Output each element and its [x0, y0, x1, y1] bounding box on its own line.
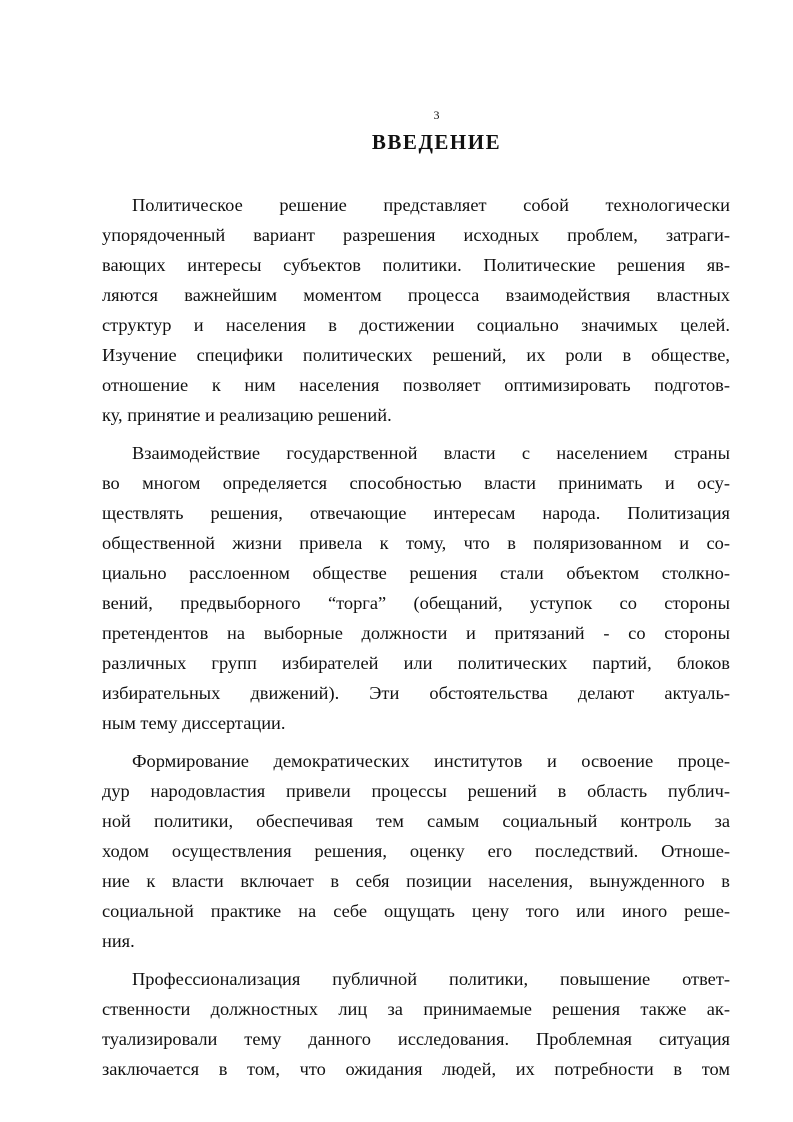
text-line: туализировали тему данного исследования. Проблемная ситуация	[102, 1029, 730, 1049]
text-line: ным тему диссертации.	[102, 713, 286, 733]
text-line: Взаимодействие государственной власти с населением страны	[132, 443, 730, 463]
text-line: отношение к ним населения позволяет оптимизировать подготов-	[102, 375, 730, 395]
text-line: ния.	[102, 931, 135, 951]
text-line: претендентов на выборные должности и притязаний - со стороны	[102, 623, 730, 643]
text-line: упорядоченный вариант разрешения исходных проблем, затраги-	[102, 225, 730, 245]
text-line: вений, предвыборного “торга” (обещаний, уступок со стороны	[102, 593, 730, 613]
text-line: Формирование демократических институтов и освоение проце-	[132, 751, 730, 771]
text-line: избирательных движений). Эти обстоятельства делают актуаль-	[102, 683, 730, 703]
page-number: 3	[433, 108, 440, 122]
page-title: ВВЕДЕНИЕ	[371, 130, 502, 154]
text-line: различных групп избирателей или политических партий, блоков	[102, 653, 730, 673]
text-line: Политическое решение представляет собой технологически	[132, 195, 730, 215]
text-line: ной политики, обеспечивая тем самым социальный контроль за	[102, 811, 730, 831]
text-line: дур народовластия привели процессы решений в область публич-	[102, 781, 730, 801]
text-line: заключается в том, что ожидания людей, их потребности в том	[102, 1059, 730, 1079]
body-text	[102, 190, 730, 1084]
text-line: ществлять решения, отвечающие интересам народа. Политизация	[102, 503, 730, 523]
text-line: общественной жизни привела к тому, что в поляризованном и со-	[102, 533, 730, 553]
text-line: ляются важнейшим моментом процесса взаимодействия властных	[102, 285, 730, 305]
text-line: социальной практике на себе ощущать цену того или иного реше-	[102, 901, 730, 921]
text-line: ственности должностных лиц за принимаемые решения также ак-	[102, 999, 730, 1019]
text-line: структур и населения в достижении социально значимых целей.	[102, 315, 730, 335]
text-line: ходом осуществления решения, оценку его последствий. Отноше-	[102, 841, 730, 861]
text-line: Профессионализация публичной политики, повышение ответ-	[132, 969, 730, 989]
text-line: ку, принятие и реализацию решений.	[102, 405, 392, 425]
text-line: вающих интересы субъектов политики. Политические решения яв-	[102, 255, 730, 275]
text-line: во многом определяется способностью власти принимать и осу-	[102, 473, 730, 493]
text-line: ние к власти включает в себя позиции населения, вынужденного в	[102, 871, 730, 891]
text-line: циально расслоенном обществе решения стали объектом столкно-	[102, 563, 730, 583]
text-line: Изучение специфики политических решений, их роли в обществе,	[102, 345, 730, 365]
